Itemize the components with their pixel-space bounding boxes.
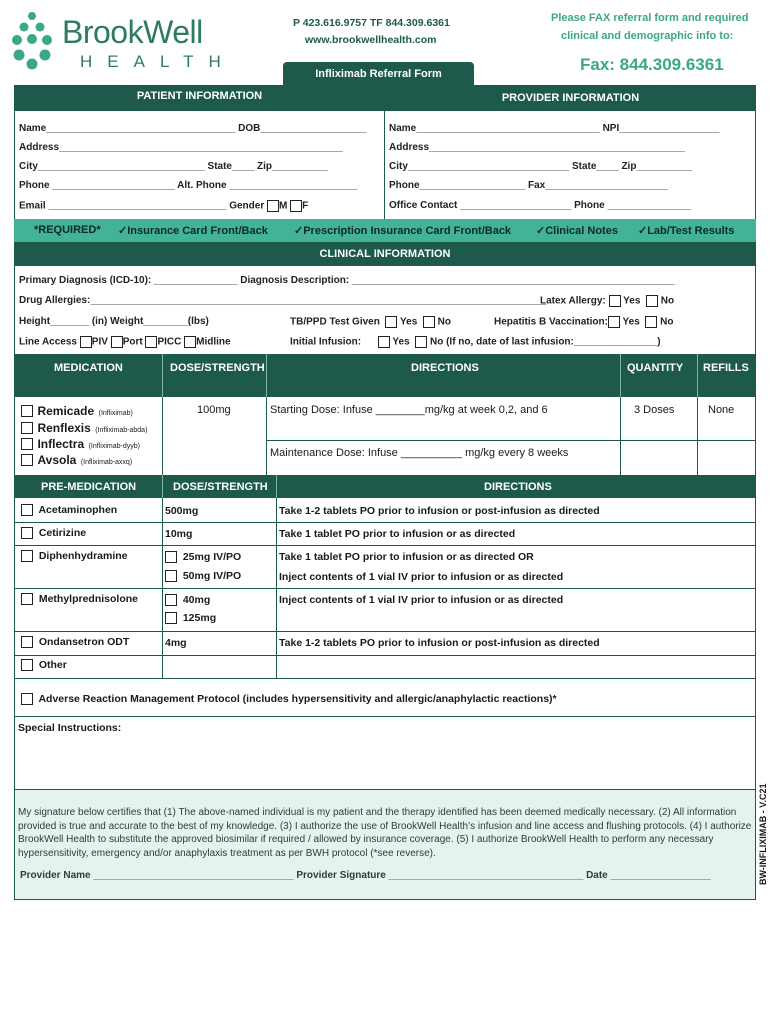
diphenhydramine-50-label: 50mg IV/PO [182, 570, 242, 582]
required-lab-results: ✓Lab/Test Results [638, 225, 735, 237]
starting-dose[interactable]: Starting Dose: Infuse ________mg/kg at week 0,2, and 6 [270, 404, 548, 416]
fax-number: Fax: 844.309.6361 [580, 55, 724, 74]
clinical-info-header [14, 242, 756, 266]
provider-phone-label: Phone [389, 180, 420, 191]
med-divider-3 [620, 397, 621, 475]
diphenhydramine-25-label: 25mg IV/PO [182, 551, 242, 563]
port-label: Port [122, 336, 143, 348]
cetirizine-name: Cetirizine [38, 527, 87, 539]
patient-alt-phone-label: Alt. Phone [177, 180, 227, 191]
tb-test-label: TB/PPD Test Given [290, 316, 380, 328]
provider-city-field[interactable]: City_____________________________ State____ Zip__________ [389, 161, 693, 172]
hep-b-no-label: No [660, 316, 674, 328]
methylpred-125 [165, 612, 216, 624]
date-label: Date [586, 870, 608, 881]
med-quantity: 3 Doses [634, 404, 675, 416]
special-instructions-area[interactable] [15, 736, 755, 788]
provider-address-label: Address [389, 142, 430, 153]
logo-drops-icon [10, 10, 56, 72]
ondansetron-name: Ondansetron ODT [38, 636, 130, 648]
ondansetron-checkbox[interactable] [21, 636, 33, 648]
provider-phone-field[interactable]: Phone___________________ Fax______________________ [389, 180, 668, 191]
patient-zip-label: Zip [257, 161, 273, 172]
hep-b-yes-checkbox[interactable] [608, 316, 620, 328]
premed-row-line-5 [14, 655, 756, 656]
diphenhydramine-50 [165, 570, 241, 582]
diphenhydramine-directions: Take 1 tablet PO prior to infusion or as directed OR [279, 551, 534, 563]
provider-name-input[interactable]: ____________________________________ [93, 870, 294, 881]
gender-f-label: F [302, 200, 309, 212]
required-clinical-notes: ✓Clinical Notes [536, 225, 618, 237]
provider-phone2-label: Phone [574, 200, 605, 211]
provider-npi-label: NPI [602, 123, 620, 134]
initial-infusion-group [290, 336, 661, 348]
info-divider [384, 111, 385, 219]
provider-name-label: Name [389, 123, 417, 134]
drug-allergies-label: Drug Allergies: [19, 295, 91, 306]
provider-zip-label: Zip [621, 161, 637, 172]
form-version-code [758, 775, 770, 885]
premed-other [21, 659, 67, 671]
form-title: Infliximab Referral Form [315, 68, 442, 80]
initial-no-checkbox[interactable] [415, 336, 427, 348]
patient-info-title: PATIENT INFORMATION [136, 90, 263, 102]
height-weight-field[interactable] [19, 316, 209, 327]
gender-m-label: M [279, 200, 288, 212]
gender-m-checkbox[interactable] [267, 200, 279, 212]
cetirizine-checkbox[interactable] [21, 527, 33, 539]
med-remicade [21, 402, 133, 420]
premed-cetirizine [21, 527, 86, 539]
medication-table-header [14, 354, 756, 397]
line-access-group [19, 336, 231, 348]
patient-state-label: State [207, 161, 232, 172]
premed-row-line-2 [14, 545, 756, 546]
diphenhydramine-name: Diphenhydramine [38, 550, 128, 562]
med-divider-1 [162, 397, 163, 475]
picc-label: PICC [157, 336, 182, 348]
remicade-name: Remicade [37, 404, 95, 418]
methylpred-125-label: 125mg [182, 612, 217, 624]
methylprednisolone-name: Methylprednisolone [38, 593, 139, 605]
diphenhydramine-checkbox[interactable] [21, 550, 33, 562]
required-rx-insurance-card: ✓Prescription Insurance Card Front/Back [294, 225, 512, 237]
initial-no-label: No (If no, date of last infusion:_______________) [429, 336, 661, 348]
clinical-info-title: CLINICAL INFORMATION [319, 248, 451, 260]
initial-yes-label: Yes [392, 336, 410, 348]
remicade-generic: (Infliximab) [98, 410, 133, 417]
signature-line [20, 870, 711, 881]
acetaminophen-dose: 500mg [165, 505, 199, 517]
primary-diagnosis-label: Primary Diagnosis (ICD-10): _______________ Diagnosis Description: [19, 275, 350, 286]
contact-web[interactable]: www.brookwellhealth.com [305, 34, 437, 46]
methylpred-40-label: 40mg [182, 594, 211, 606]
provider-fax-label: Fax [528, 180, 546, 191]
methylprednisolone-checkbox[interactable] [21, 593, 33, 605]
required-label: *REQUIRED* [34, 224, 101, 236]
med-avsola [21, 451, 132, 469]
latex-allergy-label: Latex Allergy: [540, 295, 606, 307]
premed-acetaminophen [21, 504, 117, 516]
diphenhydramine-25 [165, 551, 241, 563]
acetaminophen-checkbox[interactable] [21, 504, 33, 516]
picc-checkbox[interactable] [145, 336, 157, 348]
patient-address-field[interactable]: Address___________________________________________________ [19, 142, 343, 153]
latex-no-checkbox[interactable] [646, 295, 658, 307]
patient-gender-label: Gender [229, 200, 265, 212]
med-col-dose: DOSE/STRENGTH [170, 362, 265, 374]
cetirizine-directions: Take 1 tablet PO prior to infusion or as directed [279, 528, 516, 540]
med-refills: None [708, 404, 735, 416]
hep-b-group [494, 316, 673, 328]
initial-yes-checkbox[interactable] [378, 336, 390, 348]
premed-methylprednisolone [21, 593, 138, 605]
premed-ondansetron [21, 636, 129, 648]
med-divider-4 [697, 397, 698, 475]
provider-info-header [385, 85, 756, 111]
methylpred-40 [165, 594, 210, 606]
midline-label: Midline [196, 336, 231, 348]
premed-table-header [14, 475, 756, 498]
hep-b-yes-label: Yes [622, 316, 640, 328]
inflectra-name: Inflectra [37, 437, 85, 451]
logo [10, 10, 236, 72]
patient-name-label: Name [19, 123, 47, 134]
med-col-medication: MEDICATION [54, 362, 123, 374]
tb-no-label: No [437, 316, 451, 328]
methylpred-125-checkbox[interactable] [165, 612, 177, 624]
acetaminophen-directions: Take 1-2 tablets PO prior to infusion or post-infusion as directed [279, 505, 600, 517]
other-checkbox[interactable] [21, 659, 33, 671]
diphenhydramine-25-checkbox[interactable] [165, 551, 177, 563]
inflectra-generic: (Infliximab-dyyb) [88, 443, 140, 450]
height-weight-label: Height_______ (in) Weight________(lbs) [19, 316, 209, 327]
initial-infusion-label: Initial Infusion: [290, 336, 362, 348]
patient-phone-field[interactable]: Phone ______________________ Alt. Phone _______________________ [19, 180, 358, 191]
patient-email-label: Email [19, 200, 46, 212]
contact-phones: P 423.616.9757 TF 844.309.6361 [293, 17, 450, 29]
premed-diphenhydramine [21, 550, 128, 562]
premed-col-name: PRE-MEDICATION [41, 481, 137, 493]
med-col-refills: REFILLS [703, 362, 749, 374]
latex-no-label: No [660, 295, 675, 307]
hep-b-label: Hepatitis B Vaccination: [494, 316, 608, 328]
patient-name-field[interactable]: Name__________________________________ DOB___________________ [19, 123, 367, 134]
port-checkbox[interactable] [111, 336, 123, 348]
adverse-reaction-label: Adverse Reaction Management Protocol (includes hypersensitivity and allergic/anaphylactic reactions)* [38, 693, 557, 705]
renflexis-generic: (Infliximab-abda) [95, 427, 148, 434]
piv-checkbox[interactable] [80, 336, 92, 348]
patient-dob-label: DOB [238, 123, 261, 134]
required-bar [14, 219, 756, 242]
ondansetron-dose: 4mg [165, 637, 187, 649]
inflectra-checkbox[interactable] [21, 438, 33, 450]
patient-info-header [14, 85, 385, 111]
required-insurance-card: ✓Insurance Card Front/Back [118, 225, 268, 237]
primary-diagnosis-field[interactable]: Primary Diagnosis (ICD-10): _______________ Diagnosis Description: __________________________________________________________ [19, 275, 675, 286]
adverse-reaction-row [21, 693, 557, 705]
avsola-name: Avsola [37, 453, 77, 467]
latex-yes-checkbox[interactable] [609, 295, 621, 307]
tb-yes-label: Yes [400, 316, 418, 328]
provider-city-label: City [389, 161, 408, 172]
med-col-directions: DIRECTIONS [411, 362, 479, 374]
methylpred-40-checkbox[interactable] [165, 594, 177, 606]
fax-notice-line1: Please FAX referral form and required [551, 12, 749, 24]
med-divider-2 [266, 397, 267, 475]
diphenhydramine-50-checkbox[interactable] [165, 570, 177, 582]
remicade-checkbox[interactable] [21, 405, 33, 417]
tb-no-checkbox[interactable] [423, 316, 435, 328]
renflexis-name: Renflexis [37, 421, 91, 435]
patient-city-label: City [19, 161, 38, 172]
latex-yes-label: Yes [623, 295, 641, 307]
drug-allergies-field[interactable]: Drug Allergies:__________________________________________________________________________________ [19, 295, 547, 306]
acetaminophen-name: Acetaminophen [38, 504, 118, 516]
line-access-label: Line Access [19, 336, 77, 348]
premed-row-line-3 [14, 588, 756, 589]
fax-notice-line2: clinical and demographic info to: [561, 30, 734, 42]
logo-name: BrookWell [62, 14, 203, 50]
maintenance-dose[interactable]: Maintenance Dose: Infuse __________ mg/kg every 8 weeks [270, 447, 569, 459]
provider-signature-input[interactable]: ___________________________________ [388, 870, 584, 881]
med-inner-divider [266, 440, 756, 441]
piv-label: PIV [91, 336, 108, 348]
avsola-checkbox[interactable] [21, 454, 33, 466]
premed-col-dose: DOSE/STRENGTH [173, 481, 268, 493]
date-input[interactable]: __________________ [610, 870, 711, 881]
med-dose: 100mg [197, 404, 231, 416]
other-name: Other [38, 659, 67, 671]
tb-yes-checkbox[interactable] [385, 316, 397, 328]
midline-checkbox[interactable] [184, 336, 196, 348]
provider-state-label: State [571, 161, 597, 172]
latex-allergy-group [540, 295, 674, 307]
form-title-tab [283, 62, 474, 85]
tb-test-group [290, 316, 451, 328]
renflexis-checkbox[interactable] [21, 422, 33, 434]
form-version-text: BW-INFLIXIMAB - V.C21 [758, 783, 768, 885]
adverse-row-line [14, 716, 756, 717]
diphenhydramine-directions-2: Inject contents of 1 vial IV prior to infusion or as directed [279, 571, 564, 583]
premed-row-line-4 [14, 631, 756, 632]
provider-info-title: PROVIDER INFORMATION [501, 92, 640, 104]
provider-signature-label: Provider Signature [296, 870, 386, 881]
patient-email-field[interactable]: Email ________________________________ Gender M F [19, 200, 309, 212]
premed-row-line-1 [14, 522, 756, 523]
attestation-block [15, 790, 755, 899]
special-instructions-label: Special Instructions: [18, 722, 122, 734]
patient-address-label: Address [19, 142, 60, 153]
premed-row-line-6 [14, 678, 756, 679]
med-col-quantity: QUANTITY [627, 362, 684, 374]
adverse-reaction-checkbox[interactable] [21, 693, 33, 705]
cetirizine-dose: 10mg [165, 528, 193, 540]
gender-f-checkbox[interactable] [290, 200, 302, 212]
hep-b-no-checkbox[interactable] [645, 316, 657, 328]
avsola-generic: (Infliximab-axxq) [80, 459, 133, 466]
logo-sub: HEALTH [80, 52, 236, 71]
attestation-text: My signature below certifies that (1) The above-named individual is my patient and the therapy identified has been deemed medically necessary. (2) All information provided is true and accurate to the best of my knowledge. (3) I authorize the use of BrookWell Health’s infusion and line access and flushing protocols. (4) I authorize BrookWell Health to substitute the approved biosimilar if required / allowed by insurance coverage. (5) I authorize BrookWell Health to perform any necessary hypersensitivity, emergency and/or anaphylaxis treatment as per BWH protocol (*see reverse). [18, 807, 752, 859]
provider-name-field[interactable]: Name_________________________________ NPI__________________ [389, 123, 720, 134]
patient-city-field[interactable]: City______________________________ State____ Zip__________ [19, 161, 328, 172]
provider-office-contact-label: Office Contact [389, 200, 458, 211]
premed-col-directions: DIRECTIONS [484, 481, 552, 493]
provider-office-contact-field[interactable]: Office Contact ____________________ Phone _______________ [389, 200, 691, 211]
provider-name-label: Provider Name [20, 870, 91, 881]
provider-address-field[interactable]: Address______________________________________________ [389, 142, 685, 153]
ondansetron-directions: Take 1-2 tablets PO prior to infusion or post-infusion as directed [279, 637, 600, 649]
methylprednisolone-directions: Inject contents of 1 vial IV prior to infusion or as directed [279, 594, 564, 606]
patient-phone-label: Phone [19, 180, 50, 191]
